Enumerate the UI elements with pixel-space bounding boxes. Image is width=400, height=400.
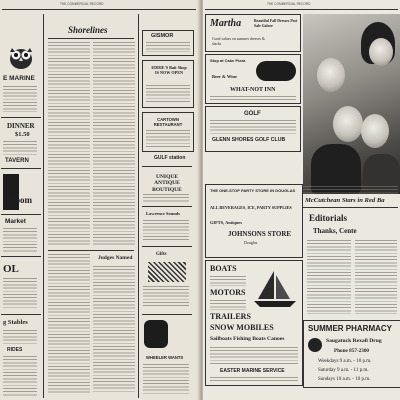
eddies-bait-ad [142,60,194,108]
martha-tagline: Beautiful Fall Dresses Post Sale Galore [254,19,298,28]
johnsons-location: Douglas [244,240,258,245]
martha-ad [205,14,301,52]
boutique-ad-title: UNIQUE ANTIQUE BOUTIQUE [152,174,182,193]
beer-wine-text: Beer & Wine [212,74,237,79]
top-ads-block [203,12,301,180]
editorials-section [303,210,400,318]
glenn-shores-title: GLENN SHORES GOLF CLUB [212,137,286,143]
tavern-ad-title: TAVERN [5,158,29,164]
marine-ad-title: E MARINE [3,75,35,82]
sounds-ad-title: Lawrence Sounds [146,211,181,216]
owl-icon [5,42,37,70]
room-ad-title: Room [9,195,32,205]
photo-group-portrait [303,14,400,194]
left-page [0,0,199,400]
right-ads-column [140,14,195,400]
motors-title: MOTORS [210,288,246,297]
editorials-title: Editorials [309,213,348,223]
boat-sail-icon [252,269,298,309]
hours-saturday: Saturday 9 a.m. - 11 p.m. [318,368,369,373]
left-ads-column [1,14,41,400]
trailers-title: TRAILERS [210,312,251,321]
hours-weekdays: Weekdays 9 a.m. - 10 p.m. [318,359,372,364]
johnsons-store-title: JOHNSONS STORE [228,230,292,238]
right-page-header: THE COMMERCIAL RECORD [267,2,311,6]
photo-caption-headline: McCutchean Stars in Red Ba [305,197,385,204]
gismor-ad [142,30,194,56]
golf-title: GOLF [244,111,261,117]
snow-mobiles-title: SNOW MOBILES [210,323,274,332]
right-page [203,0,400,400]
pizza-ad-text: Stop at Cake Pizza [210,58,246,63]
rides-ad-text: RIDES [7,347,23,353]
rexall-logo-icon [308,338,322,352]
eddies-ad-title: EDDIE'S Bait Shop IS NOW OPEN [151,65,187,76]
gifts-antiques-text: GIFTS, Antiques [210,220,242,225]
pharmacy-phone: Phone 857-2300 [334,348,370,354]
easter-marine-title: EASTER MARINE SERVICE [220,368,285,374]
whatnot-inn-title: WHAT-NOT INN [230,87,276,93]
wheeler-ad-title: WHEELER WANTS [146,355,184,360]
judges-headline: Judges Named [98,255,133,261]
plate-illustration-icon [256,61,296,81]
rexall-title: Saugatuck Rexall Drug [326,338,382,344]
dinner-ad-title: DINNER [7,122,35,130]
left-page-header: THE COMMERCIAL RECORD [60,2,104,6]
stables-ad-title: g Stables [3,319,28,326]
party-store-title: THE ONE-STOP PARTY STORE IN DOUGLAS [210,188,296,193]
gifts-ad-title: Gifts [156,252,167,257]
dinner-price: $1.50 [15,131,30,138]
pharmacy-title: SUMMER PHARMACY [308,324,392,333]
martha-logo: Martha [210,18,242,29]
marine-service-ad [205,260,303,386]
editorial-headline: Thanks, Cente [313,227,357,235]
party-store-ad [205,184,303,258]
car-illustration-icon [144,320,168,348]
golf-ad [205,106,301,152]
sailboats-text: Sailboats Fishing Boats Canoes [210,336,285,342]
hours-sunday: Sundays 10 a.m. - 10 p.m. [318,377,371,382]
market-ad-title: Market [5,218,26,225]
boats-title: BOATS [210,264,237,273]
martha-values: Good values on summer dresses & slacks [212,37,265,46]
ol-ad-title: OL [3,263,19,275]
shorelines-title: Shorelines [68,25,108,35]
cartown-ad-title: CARTOWN RESTAURANT [153,117,183,128]
gulf-ad-title: GULF station [154,155,186,161]
cartown-ad [142,112,194,152]
pharmacy-ad [303,320,400,388]
beverages-text: ALL BEVERAGES, ICE, PARTY SUPPLIES [210,205,292,210]
whatnot-inn-ad [205,54,301,104]
shorelines-column [46,14,136,400]
gismor-ad-title: GISMOR [151,33,174,39]
gift-pattern-icon [148,262,186,282]
